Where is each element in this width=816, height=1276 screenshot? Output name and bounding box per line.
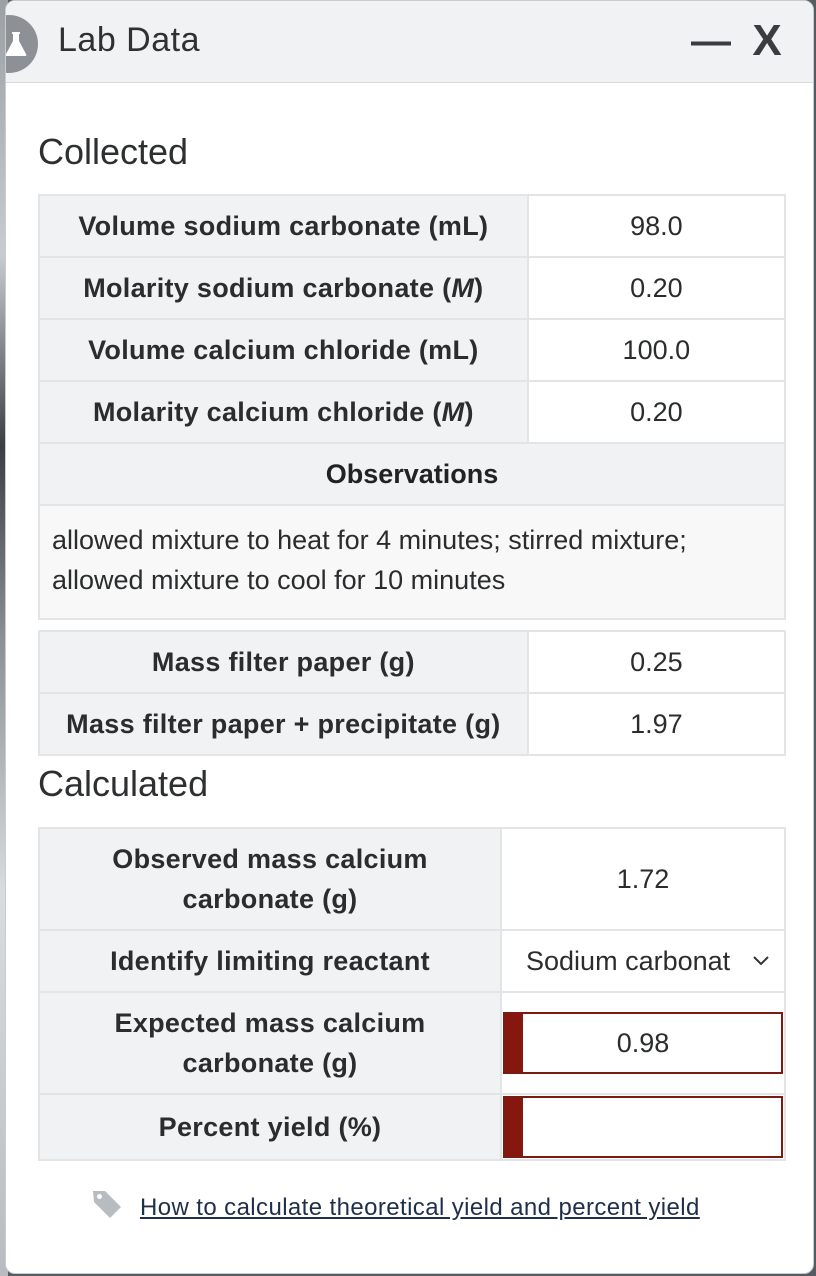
row-label: Mass filter paper (g) [39,631,528,693]
title-bar [6,1,813,83]
expected-mass-input[interactable] [503,1012,783,1074]
help-link[interactable]: How to calculate theoretical yield and percent yield [140,1193,700,1221]
spacer-row [39,619,785,631]
lab-data-window [5,0,814,1274]
limiting-reactant-select[interactable] [501,930,785,992]
label-text: Molarity sodium carbonate ( [83,272,452,303]
row-value: 0.20 [528,381,785,443]
input-value: 0.98 [616,1027,670,1058]
spacer [39,619,785,631]
row-label [39,381,528,443]
percent-yield-cell [501,1094,785,1160]
table-row [39,992,785,1094]
error-flag [505,1098,523,1156]
error-flag [505,1014,523,1072]
minimize-button[interactable]: — [691,18,731,63]
row-value: 0.20 [528,257,785,319]
table-row [39,693,785,755]
label-text: Molarity calcium chloride ( [92,396,442,427]
row-label: Mass filter paper + precipitate (g) [39,693,528,755]
observations-row [39,505,785,619]
window-title: Lab Data [58,21,200,59]
tag-icon [90,1187,124,1228]
row-label: Identify limiting reactant [39,930,501,992]
collected-heading: Collected [38,131,189,172]
flask-icon [5,15,38,73]
table-row [39,930,785,992]
chevron-down-icon [752,950,770,973]
label-italic: M [451,272,475,303]
row-value: 0.25 [528,631,785,693]
table-row [39,1094,785,1160]
calculated-heading: Calculated [38,763,209,804]
collected-table [38,194,786,756]
table-row [39,828,785,930]
row-label: Percent yield (%) [39,1094,501,1160]
row-value: 100.0 [528,319,785,381]
row-label: Volume sodium carbonate (mL) [39,195,528,257]
row-value: 1.97 [528,693,785,755]
label-text: ) [464,396,474,427]
close-button[interactable]: X [752,16,782,65]
table-row [39,319,785,381]
row-value: 1.72 [501,828,785,930]
table-row [39,195,785,257]
row-value: 98.0 [528,195,785,257]
expected-mass-cell [501,992,785,1094]
observations-heading: Observations [39,443,785,505]
observations-header-row [39,443,785,505]
label-text: ) [474,272,484,303]
calculated-table [38,827,786,1161]
table-row [39,631,785,693]
select-box[interactable] [502,932,784,990]
table-row [39,257,785,319]
observations-text: allowed mixture to heat for 4 minutes; stirred mixture; allowed mixture to cool for 10 minutes [39,505,785,619]
label-italic: M [441,396,465,427]
table-row [39,381,785,443]
row-label [39,257,528,319]
percent-yield-input[interactable] [503,1096,783,1158]
row-label: Observed mass calcium carbonate (g) [39,828,501,930]
help-link-row [90,1187,700,1228]
select-value: Sodium carbonat [526,945,731,976]
row-label: Volume calcium chloride (mL) [39,319,528,381]
row-label: Expected mass calcium carbonate (g) [39,992,501,1094]
